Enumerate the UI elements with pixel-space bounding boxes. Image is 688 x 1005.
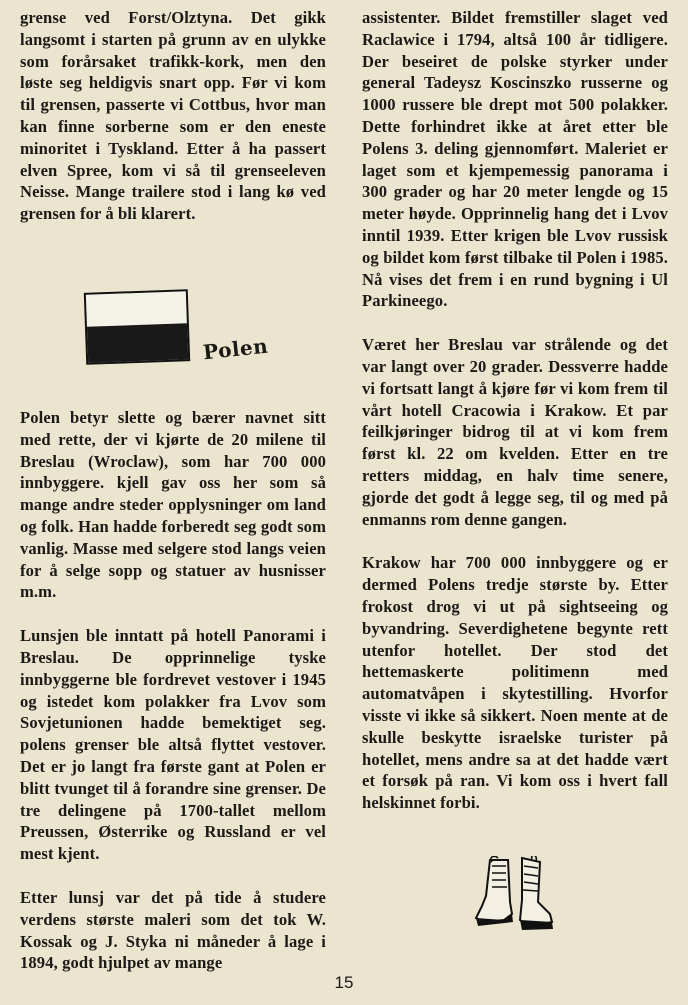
paragraph-right-1: assistenter. Bildet fremstiller slaget ved Raclawice i 1794, altså 100 år tidligere. Der beseiret de polske styrker under general Tadeysz Koscinszko russerne og 1000 russere ble drept mot 500 polakker. Dette forhindret ikke at året etter ble Polens 3. deling gjennomført. Maleriet er laget som et kjempemessig panorama i 300 grader og har 20 meter lengde og 15 meter høyde. Opprinnelig hang det i Lvov inntil 1939. Etter krigen ble Lvov russisk og bildet kom først tilbake til Polen i 1985. Nå vises det frem i en rund bygning i Ul Parkineego. bbox=[362, 8, 668, 311]
paragraph-left-3: Lunsjen ble inntatt på hotell Panorami i Breslau. De opprinnelige tyske innbyggerne ble fordrevet vestover i 1945 og istedet kom polakker fra Lvov som Sovjetunionen hadde bemektiget seg. polens grenser ble altså flyttet vestover. Det er jo langt fra første gant at Polen er blitt tvunget til å forandre sine grenser. De tre delingene på 1700-tallet mellom Preussen, Østerrike og Russland er vel mest kjent. bbox=[20, 626, 326, 864]
right-column bbox=[362, 0, 668, 814]
paragraph-gap bbox=[362, 312, 668, 334]
poland-flag-figure bbox=[85, 291, 275, 371]
left-column bbox=[20, 0, 326, 974]
paragraph-gap bbox=[20, 603, 326, 625]
paragraph-left-1: grense ved Forst/Olztyna. Det gikk langsomt i starten på grunn av en ulykke som forårsaket trafikk-kork, men den løste seg heldigvis snart opp. Før vi kom til grensen, passerte vi Cottbus, hvor man kan finne sorberne som er den eneste minoritet i Tyskland. Etter å ha passert elven Spree, kom vi så til grenseeleven Neisse. Mange trailere stod i lang kø ved grensen for å bli klarert. bbox=[20, 8, 326, 224]
poland-flag-icon bbox=[84, 289, 190, 365]
paragraph-left-2: Polen betyr slette og bærer navnet sitt med rette, der vi kjørte de 20 milene til Breslau (Wroclaw), som har 700 000 innbyggere. kjell gav oss her som så mange andre steder opplysninger om land og folk. Han hadde forberedt seg godt som vanlig. Masse med selgere stod langs veien for å selge sopp og statuer av husnisser m.m. bbox=[20, 407, 326, 602]
paragraph-gap bbox=[20, 865, 326, 887]
flag-lower-stripe bbox=[87, 323, 188, 362]
paragraph-left-4: Etter lunsj var det på tide å studere verdens største maleri som det tok W. Kossak og J. Styka ni måneder å lage i 1894, godt hjulpet av mange bbox=[20, 887, 326, 973]
boots-icon bbox=[468, 856, 560, 936]
paragraph-right-2: Været her Breslau var strålende og det var langt over 20 grader. Dessverre hadde vi fortsatt langt å kjøre før vi kom frem til vårt hotell Cracowia i Krakow. Et par feilkjøringer bidrog til at vi kom frem først kl. 22 om kvelden. Etter en tre retters middag, en halv time senere, gjorde det godt å legge seg, til og med på enmanns rom denne gangen. bbox=[362, 335, 668, 529]
paragraph-gap bbox=[362, 530, 668, 552]
flag-label: Polen bbox=[201, 333, 270, 365]
page-number: 15 bbox=[334, 973, 354, 992]
paragraph-right-3: Krakow har 700 000 innbyggere og er dermed Polens tredje største by. Etter frokost drog vi ut på sightseeing og byvandring. Severdighetene begynte rett utenfor hotellet. Der stod det hettemaskerte politimenn med automatvåpen i skytestilling. Hvorfor visste vi ikke så sikkert. Noen mente at de skulle beskytte israelske turister på hotellet, mens andre sa at det hadde vært et forsøk på ran. Vi kom oss i hvert fall helskinnet forbi. bbox=[362, 553, 668, 813]
